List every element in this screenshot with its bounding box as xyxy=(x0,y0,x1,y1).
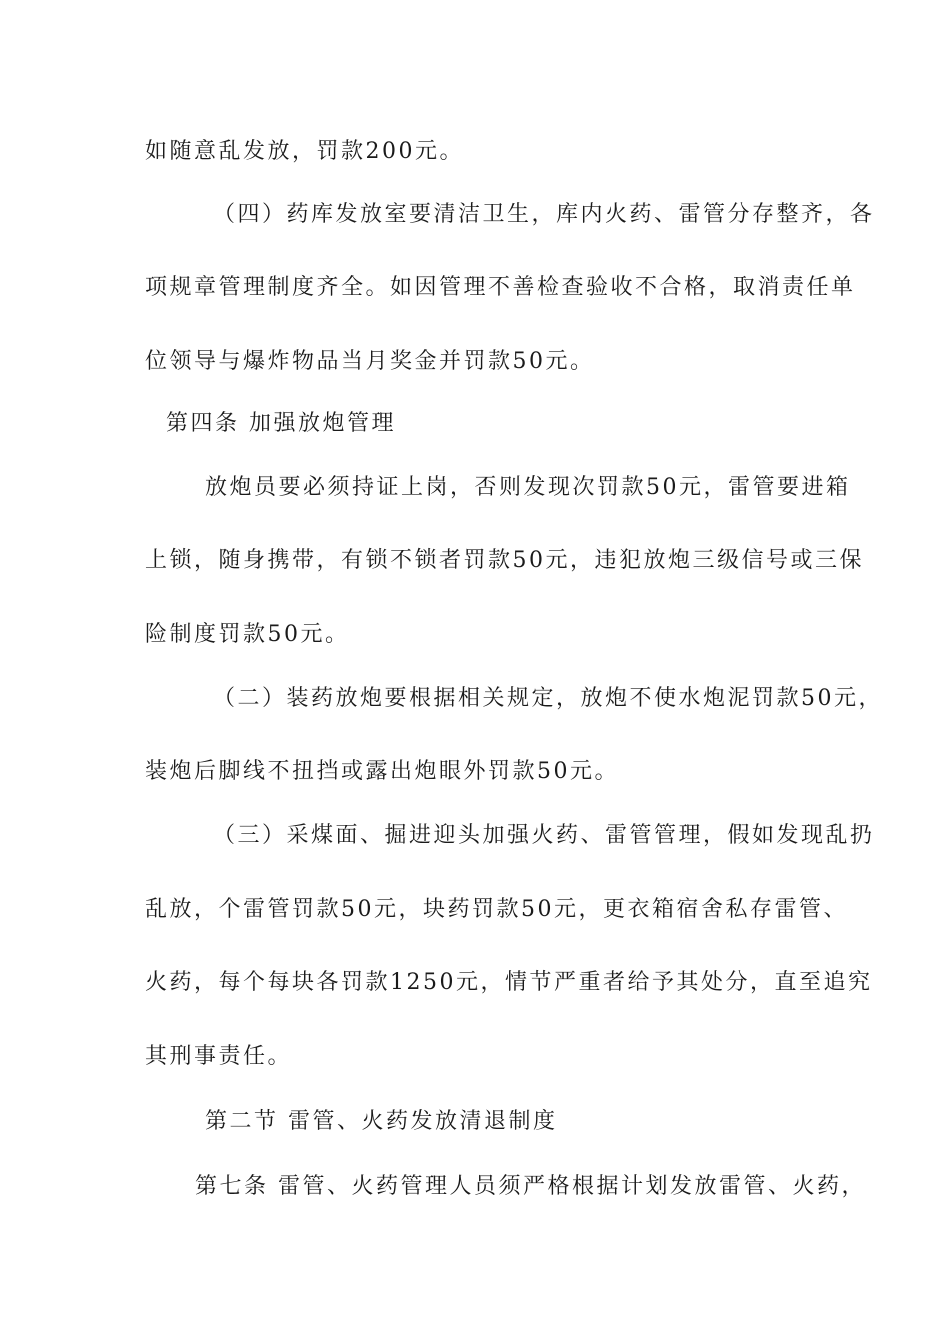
section-heading: 第二节 雷管、火药发放清退制度 xyxy=(205,1109,558,1134)
paragraph-line: 险制度罚款50元。 xyxy=(145,622,350,647)
paragraph-line: 乱放，个雷管罚款50元，块药罚款50元，更衣箱宿舍私存雷管、 xyxy=(145,897,848,922)
paragraph-line: 上锁，随身携带，有锁不锁者罚款50元，违犯放炮三级信号或三保 xyxy=(145,548,864,573)
paragraph-line: 如随意乱发放，罚款200元。 xyxy=(145,139,464,164)
paragraph-line: 项规章管理制度齐全。如因管理不善检查验收不合格，取消责任单 xyxy=(145,275,856,300)
section-heading: 第四条 加强放炮管理 xyxy=(166,411,396,436)
paragraph-line: 装炮后脚线不扭挡或露出炮眼外罚款50元。 xyxy=(145,759,619,784)
paragraph-line: 位领导与爆炸物品当月奖金并罚款50元。 xyxy=(145,349,595,374)
paragraph-line: 第七条 雷管、火药管理人员须严格根据计划发放雷管、火药， xyxy=(195,1174,866,1199)
paragraph-line: 火药，每个每块各罚款1250元，情节严重者给予其处分，直至追究 xyxy=(145,970,873,995)
paragraph-line: （三）采煤面、掘进迎头加强火药、雷管管理，假如发现乱扔 xyxy=(213,823,875,848)
paragraph-line: 放炮员要必须持证上岗，否则发现次罚款50元，雷管要进箱 xyxy=(205,475,851,500)
paragraph-line: 其刑事责任。 xyxy=(145,1044,293,1069)
paragraph-line: （四）药库发放室要清洁卫生，库内火药、雷管分存整齐，各 xyxy=(213,202,875,227)
paragraph-line: （二）装药放炮要根据相关规定，放炮不使水炮泥罚款50元， xyxy=(213,686,883,711)
